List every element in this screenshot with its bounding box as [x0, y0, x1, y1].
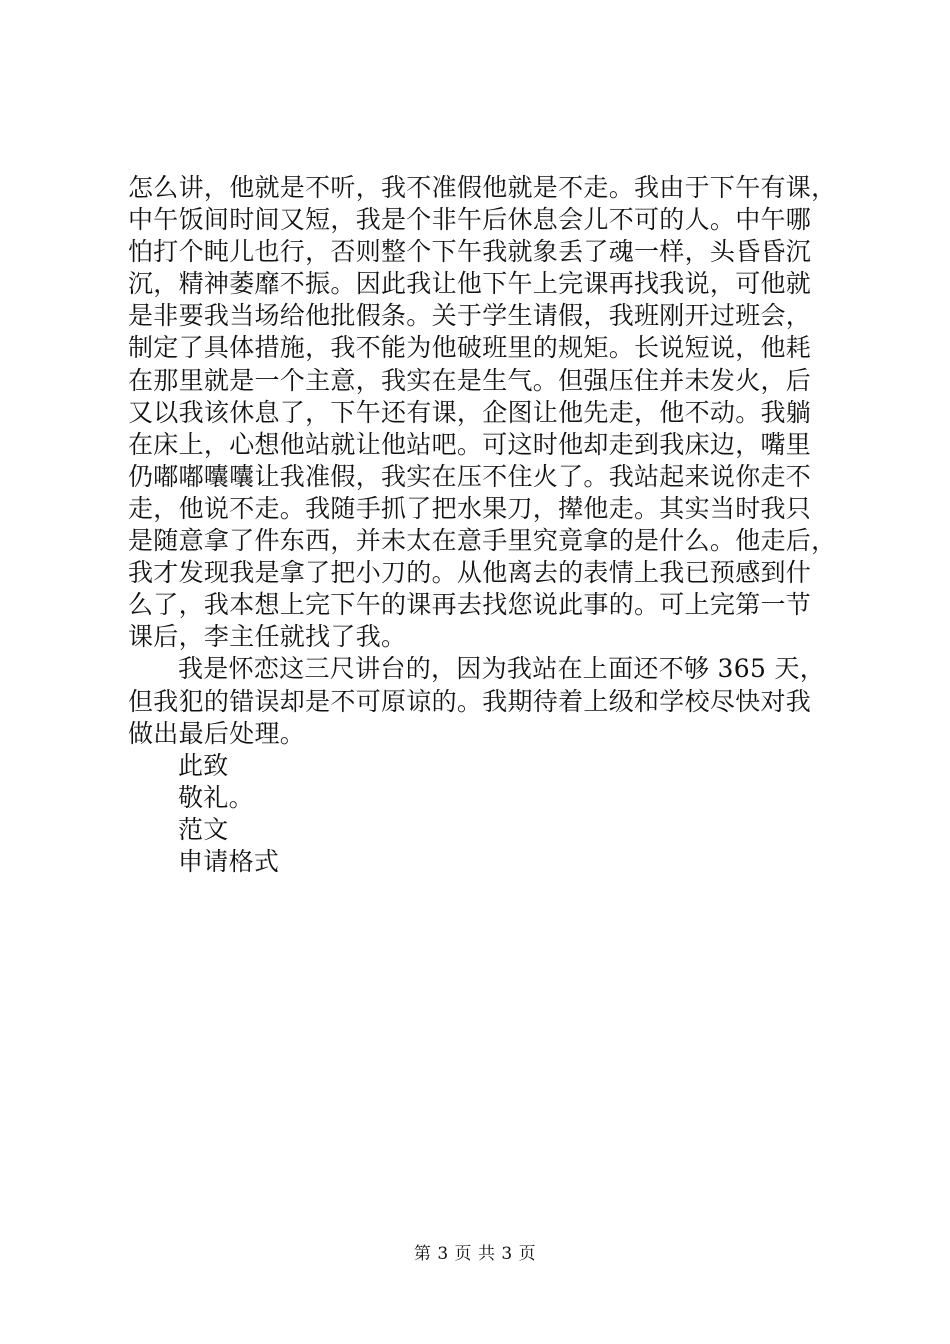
text-line: 么了，我本想上完下午的课再去找您说此事的。可上完第一节 [128, 590, 812, 620]
closing-line: 申请格式 [178, 846, 280, 876]
text-line: 我是怀恋这三尺讲台的，因为我站在上面还不够 365 天， [178, 654, 826, 684]
closing-block [128, 750, 828, 878]
text-line: 在床上，心想他站就让他站吧。可这时他却走到我床边，嘴里 [128, 429, 812, 459]
page-number: 第 3 页 共 3 页 [413, 1244, 537, 1264]
text-line: 但我犯的错误却是不可原谅的。我期待着上级和学校尽快对我 [128, 686, 812, 716]
text-line: 中午饭间时间又短，我是个非午后休息会儿不可的人。中午哪 [128, 205, 812, 235]
text-line: 在那里就是一个主意，我实在是生气。但强压住并未发火，后 [128, 365, 812, 395]
paragraph-2 [128, 653, 828, 749]
text-line: 是随意拿了件东西，并未太在意手里究竟拿的是什么。他走后， [128, 526, 837, 556]
paragraph-1 [128, 172, 837, 653]
salutation-line: 敬礼。 [178, 782, 254, 812]
text-line: 仍嘟嘟囔囔让我准假，我实在压不住火了。我站起来说你走不 [128, 461, 812, 491]
text-line: 做出最后处理。 [128, 718, 306, 748]
page-footer [0, 1243, 950, 1265]
closing-line: 范文 [178, 814, 229, 844]
text-line: 课后，李主任就找了我。 [128, 622, 407, 652]
text-line: 又以我该休息了，下午还有课，企图让他先走，他不动。我躺 [128, 397, 812, 427]
text-line: 沉，精神萎靡不振。因此我让他下午上完课再找我说，可他就 [128, 269, 812, 299]
text-line: 是非要我当场给他批假条。关于学生请假，我班刚开过班会， [128, 301, 812, 331]
text-line: 制定了具体措施，我不能为他破班里的规矩。长说短说，他耗 [128, 333, 812, 363]
text-line: 怕打个盹儿也行，否则整个下午我就象丢了魂一样，头昏昏沉 [128, 237, 812, 267]
document-body [128, 172, 837, 878]
text-line: 怎么讲，他就是不听，我不准假他就是不走。我由于下午有课， [128, 173, 837, 202]
text-line: 走，他说不走。我随手抓了把水果刀，撵他走。其实当时我只 [128, 493, 812, 523]
text-line: 我才发现我是拿了把小刀的。从他离去的表情上我已预感到什 [128, 558, 812, 588]
salutation-line: 此致 [178, 750, 229, 780]
